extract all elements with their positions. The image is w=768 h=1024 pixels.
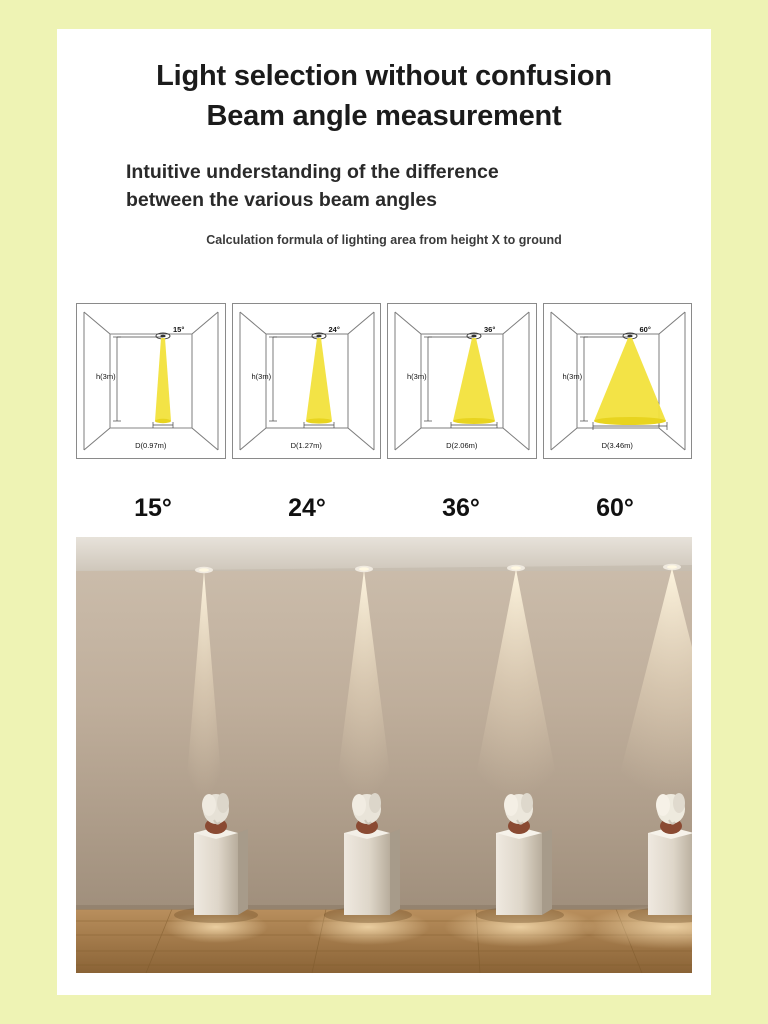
angle-label-15: 15°	[173, 325, 185, 334]
angle-caption-15: 15°	[134, 494, 172, 522]
room-diagram-60	[543, 303, 693, 459]
room-diagram-36	[387, 303, 537, 459]
room-perspective-36	[388, 304, 536, 458]
angle-caption-60: 60°	[596, 494, 634, 522]
page-title	[57, 56, 711, 136]
room-perspective-15	[77, 304, 225, 458]
angle-label-36: 36°	[484, 325, 496, 334]
diameter-label-24: D(1.27m)	[290, 441, 322, 450]
height-label-24: h(3m)	[251, 372, 272, 381]
height-label-60: h(3m)	[562, 372, 583, 381]
title-line-2: Beam angle measurement	[206, 100, 562, 133]
angle-caption-24: 24°	[288, 494, 326, 522]
subtitle-line-2: between the various beam angles	[126, 189, 438, 212]
poster-card	[57, 29, 711, 995]
height-label-36: h(3m)	[407, 372, 427, 381]
height-label-15: h(3m)	[96, 372, 116, 381]
subtitle-line-1: Intuitive understanding of the difference	[126, 161, 499, 184]
gallery-photo-illustration	[76, 537, 692, 973]
diameter-label-15: D(0.97m)	[135, 441, 167, 450]
room-perspective-24	[233, 304, 381, 458]
room-perspective-60	[544, 304, 692, 458]
angle-caption-36: 36°	[442, 494, 480, 522]
angle-label-60: 60°	[639, 325, 651, 334]
beam-diagram-row	[76, 303, 692, 459]
formula-note: Calculation formula of lighting area from height X to ground	[206, 232, 562, 247]
page-subtitle	[126, 158, 626, 215]
room-diagram-24	[232, 303, 382, 459]
angle-label-24: 24°	[328, 325, 340, 334]
diameter-label-36: D(2.06m)	[446, 441, 478, 450]
gallery-photo	[76, 537, 692, 973]
diameter-label-60: D(3.46m)	[601, 441, 633, 450]
room-diagram-15	[76, 303, 226, 459]
title-line-1: Light selection without confusion	[156, 60, 612, 92]
angle-caption-row	[76, 494, 692, 523]
